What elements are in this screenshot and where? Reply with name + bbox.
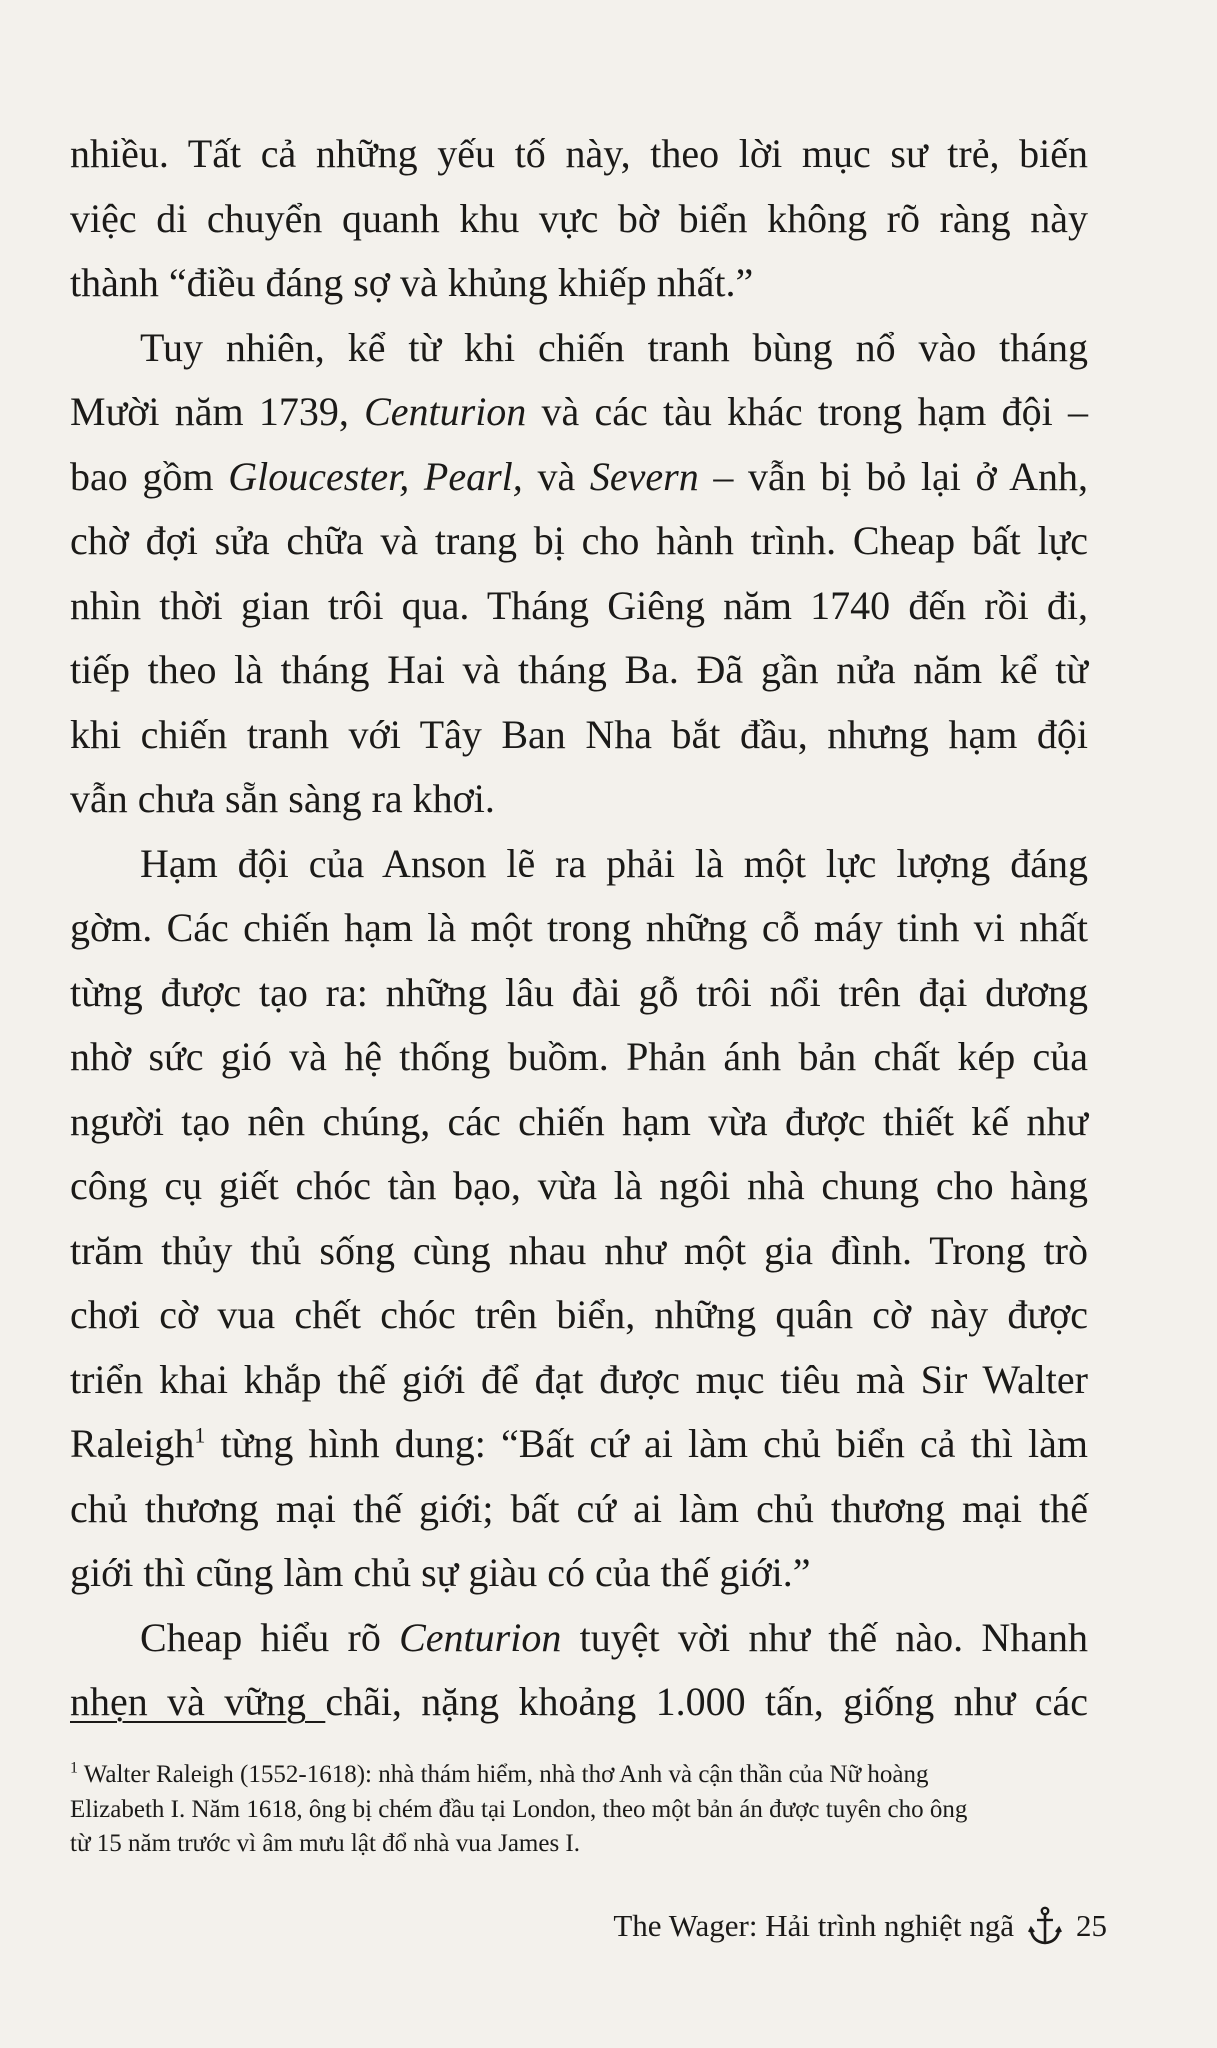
- text-line: nhiều. Tất cả những yếu tố này, theo lời mục sư trẻ, biến: [70, 131, 1088, 176]
- page-number: 25: [1076, 1908, 1107, 1943]
- text-segment: Cheap hiểu rõ: [140, 1614, 400, 1660]
- ship-name: Severn: [589, 453, 699, 499]
- running-footer: [613, 1906, 1107, 1946]
- text-line: gờm. Các chiến hạm là một trong những cỗ máy tinh vi nhất: [70, 905, 1088, 950]
- text-line: [70, 445, 1088, 510]
- text-line: việc di chuyển quanh khu vực bờ biển không rõ ràng này: [70, 195, 1088, 241]
- text-line: [70, 380, 1088, 445]
- text-line: khi chiến tranh với Tây Ban Nha bắt đầu, nhưng hạm đội: [70, 711, 1088, 757]
- text-line: chủ thương mại thế giới; bất cứ ai làm chủ thương mại thế: [70, 1485, 1088, 1531]
- text-line: Hạm đội của Anson lẽ ra phải là một lực lượng đáng: [140, 840, 1088, 886]
- text-line: công cụ giết chóc tàn bạo, vừa là ngôi nhà chung cho hàng: [70, 1163, 1088, 1208]
- text-segment: Mười năm 1739,: [70, 389, 365, 434]
- text-line: thành “điều đáng sợ và khủng khiếp nhất.”: [70, 260, 754, 305]
- footnote-line: từ 15 năm trước vì âm mưu lật đổ nhà vua James I.: [70, 1830, 581, 1857]
- text-line: giới thì cũng làm chủ sự giàu có của thế giới.”: [70, 1550, 811, 1595]
- text-segment: bao gồm: [70, 453, 229, 499]
- ship-name: Centurion: [364, 389, 527, 434]
- text-segment: tuyệt vời như thế nào. Nhanh: [561, 1614, 1088, 1660]
- text-segment: từng hình dung: “Bất cứ ai làm chủ biển cả thì làm: [205, 1421, 1088, 1466]
- text-segment: – vẫn bị bỏ lại ở Anh,: [698, 453, 1088, 499]
- text-line: tiếp theo là tháng Hai và tháng Ba. Đã gần nửa năm kể từ: [70, 647, 1088, 692]
- text-segment: chãi, nặng khoảng 1.000 tấn, giống như các: [325, 1679, 1088, 1724]
- ship-names: Gloucester, Pearl,: [228, 453, 523, 499]
- footnote-line: [70, 1758, 1090, 1793]
- footnote-text: Walter Raleigh (1552-1618): nhà thám hiểm, nhà thơ Anh và cận thần của Nữ hoàng: [78, 1761, 929, 1788]
- text-line: nhìn thời gian trôi qua. Tháng Giêng năm 1740 đến rồi đi,: [70, 582, 1088, 628]
- underlined-text: nhẹn và vững: [70, 1679, 326, 1724]
- text-line: trăm thủy thủ sống cùng nhau như một gia đình. Trong trò: [70, 1227, 1088, 1273]
- text-segment: và: [522, 453, 590, 499]
- text-line: Tuy nhiên, kể từ khi chiến tranh bùng nổ vào tháng: [140, 324, 1088, 370]
- text-line: [70, 1606, 1088, 1671]
- body-text: [70, 122, 1088, 1735]
- text-line: triển khai khắp thế giới để đạt được mục tiêu mà Sir Walter: [70, 1356, 1088, 1402]
- text-line: từng được tạo ra: những lâu đài gỗ trôi nổi trên đại dương: [70, 969, 1088, 1015]
- text-line: [70, 1670, 1088, 1735]
- book-title: The Wager: Hải trình nghiệt ngã: [613, 1908, 1014, 1943]
- text-line: vẫn chưa sẵn sàng ra khơi.: [70, 776, 495, 821]
- footnote: [70, 1758, 1090, 1862]
- footnote-number: 1: [70, 1759, 78, 1777]
- footnote-line: Elizabeth I. Năm 1618, ông bị chém đầu tại London, theo một bản án được tuyên cho ông: [70, 1795, 968, 1823]
- text-line: chơi cờ vua chết chóc trên biển, những quân cờ này được: [70, 1292, 1088, 1337]
- ship-name: Centurion: [399, 1614, 562, 1660]
- anchor-icon: [1028, 1906, 1062, 1946]
- text-line: người tạo nên chúng, các chiến hạm vừa được thiết kế như: [70, 1098, 1088, 1144]
- text-line: [70, 1412, 1088, 1477]
- text-segment: Raleigh: [70, 1421, 195, 1466]
- text-segment: và các tàu khác trong hạm đội –: [526, 389, 1088, 434]
- text-line: nhờ sức gió và hệ thống buồm. Phản ánh bản chất kép của: [70, 1034, 1088, 1079]
- text-line: chờ đợi sửa chữa và trang bị cho hành trình. Cheap bất lực: [70, 518, 1088, 563]
- footnote-marker: 1: [194, 1422, 206, 1448]
